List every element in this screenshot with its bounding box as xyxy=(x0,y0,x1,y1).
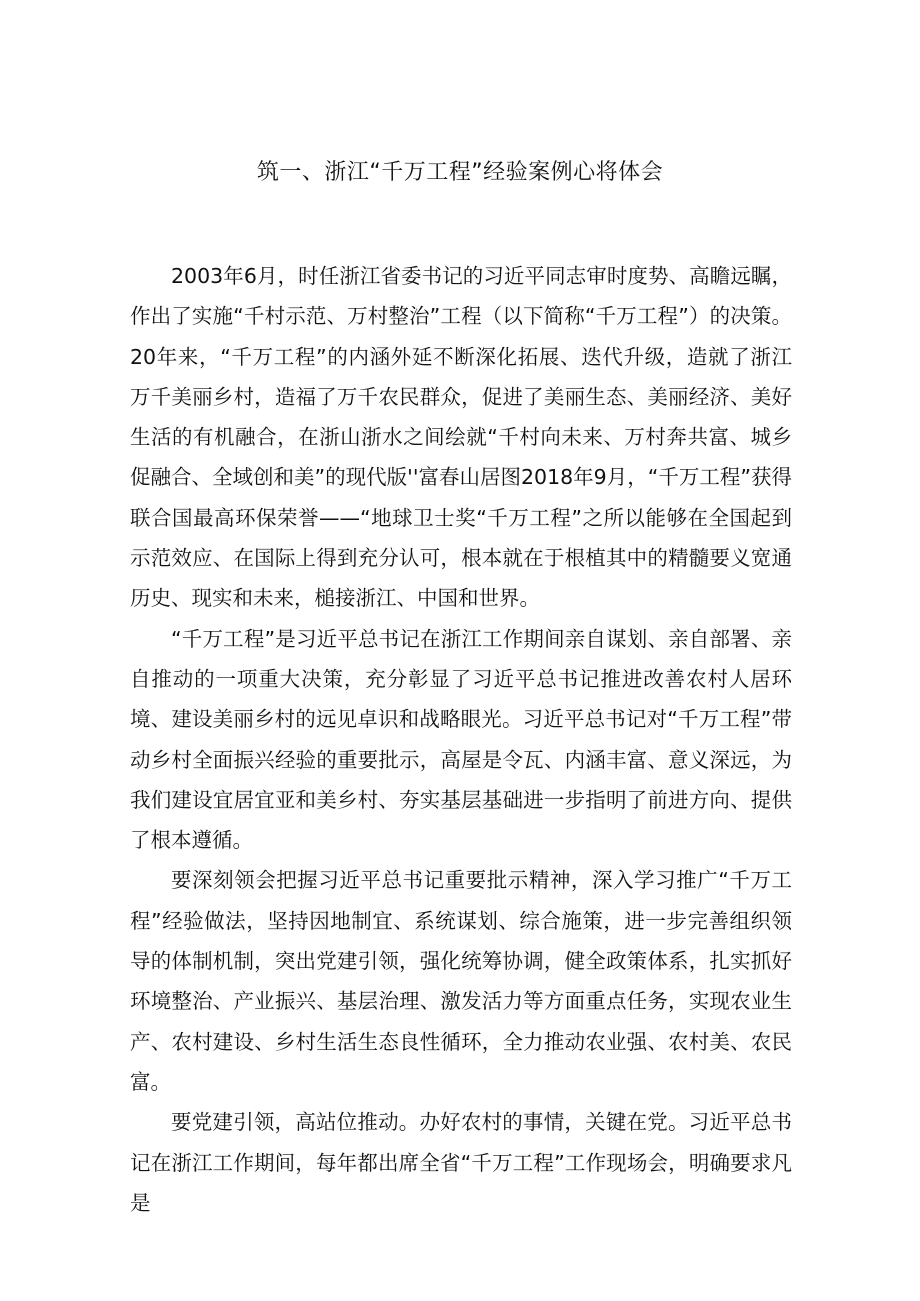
document-title: 筑一、浙江“千万工程”经验案例心将体会 xyxy=(256,160,664,185)
paragraph: “千万工程”是习近平总书记在浙江工作期间亲自谋划、亲自部署、亲自推动的一项重大决策，充分彰显了习近平总书记推进改善农村人居环境、建设美丽乡村的远见卓识和战略眼光。习近平总书记对“千万工程”带动乡村全面振兴经验的重要批示，高屋是令瓦、内涵丰富、意义深远，为我们建设宜居宜亚和美乡村、夯实基层基础进一步指明了前进方向、提供了根本遵循。 xyxy=(130,626,792,853)
document-body xyxy=(130,256,792,1223)
paragraph: 要党建引领，高站位推动。办好农村的事情，关键在党。习近平总书记在浙江工作期间，每年都出席全省“千万工程”工作现场会，明确要求凡是 xyxy=(130,1110,792,1215)
paragraph: 要深刻领会把握习近平总书记重要批示精神，深入学习推广“千万工程”经验做法，坚持因地制宜、系统谋划、综合施策，进一步完善组织领导的体制机制，突出党建引领，强化统筹协调，健全政策体系，扎实抓好环境整治、产业振兴、基层治理、激发活力等方面重点任务，实现农业生产、农村建设、乡村生活生态良性循环，全力推动农业强、农村美、农民富。 xyxy=(130,868,792,1094)
paragraph: 2003年6月，时任浙江省委书记的习近平同志审时度势、高瞻远瞩，作出了实施“千村示范、万村整治”工程（以下简称“千万工程”）的决策。20年来，“千万工程”的内涵外延不断深化拓展、迭代升级，造就了浙江万千美丽乡村，造福了万千农民群众，促进了美丽生态、美丽经济、美好生活的有机融合，在浙山浙水之间绘就“千村向未来、万村奔共富、城乡促融合、全域创和美”的现代版''富春山居图2018年9月，“千万工程”获得联合国最高环保荣誉——“地球卫士奖“千万工程”之所以能够在全国起到示范效应、在国际上得到充分认可，根本就在于根植其中的精髓要义宽通历史、现实和未来，槌接浙江、中国和世界。 xyxy=(130,264,792,611)
